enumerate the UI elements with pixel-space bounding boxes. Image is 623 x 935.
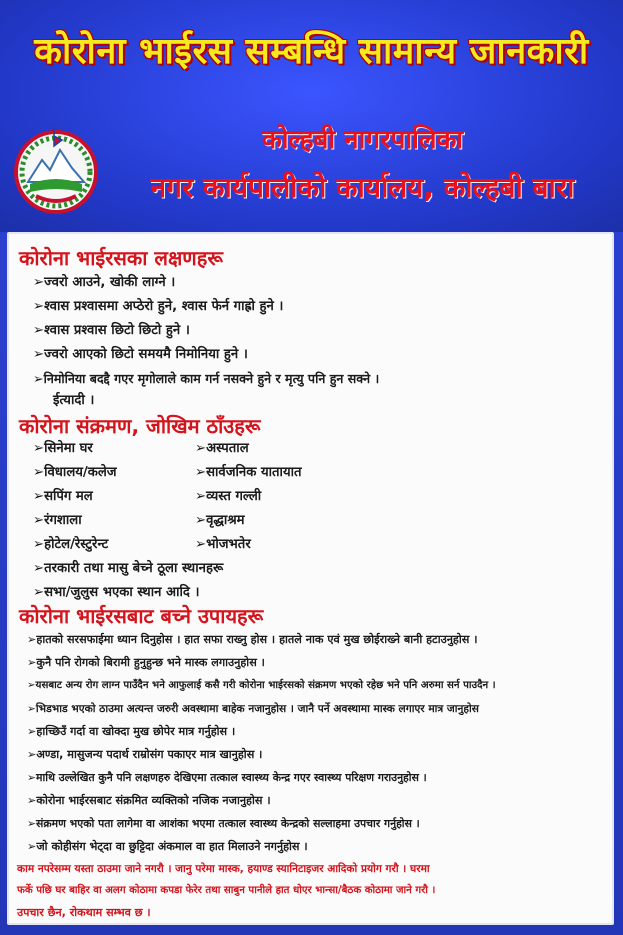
arrow-icon: ➢ bbox=[195, 513, 207, 528]
list-item: ➢सिनेमा घर bbox=[33, 441, 93, 456]
poster-header bbox=[0, 0, 623, 232]
content-panel bbox=[7, 232, 614, 925]
list-item: ➢भोजभतेर bbox=[195, 537, 251, 552]
arrow-icon: ➢ bbox=[33, 347, 45, 362]
warning-line: फर्के पछि घर बाहिर वा अलग कोठामा कपडा फेरेर तथा साबुन पानीले हात धोएर भान्सा/बैठक कोठामा जाने गरौ । bbox=[17, 885, 436, 896]
list-item: ➢तरकारी तथा मासु बेच्ने ठूला स्थानहरू bbox=[33, 561, 224, 576]
arrow-icon: ➢ bbox=[33, 585, 45, 600]
office-name: नगर कार्यपालीको कार्यालय, कोल्हबी बारा bbox=[150, 171, 575, 204]
arrow-icon: ➢ bbox=[33, 465, 45, 480]
list-item: ➢सपिंग मल bbox=[33, 489, 93, 504]
list-item: ➢सार्वजनिक यातायात bbox=[195, 465, 302, 480]
arrow-icon: ➢ bbox=[195, 489, 207, 504]
nepal-emblem-icon bbox=[8, 120, 104, 216]
list-item: ➢होटेल/रेस्टुरेन्ट bbox=[33, 537, 109, 552]
arrow-icon: ➢ bbox=[33, 371, 44, 386]
arrow-icon: ➢ bbox=[33, 561, 45, 576]
arrow-icon: ➢ bbox=[33, 275, 45, 290]
warning-line: उपचार छैन, रोकथाम सम्भव छ । bbox=[17, 906, 151, 919]
list-item: ➢विधालय/कलेज bbox=[33, 465, 117, 480]
arrow-icon: ➢ bbox=[27, 633, 37, 646]
list-item: ➢ज्वरो आएको छिटो समयमै निमोनिया हुने । bbox=[33, 347, 248, 362]
arrow-icon: ➢ bbox=[27, 794, 37, 807]
list-item: ➢रंगशाला bbox=[33, 513, 82, 528]
prevention-heading: कोरोना भाईरसबाट बच्ने उपायहरू bbox=[19, 604, 264, 628]
municipality-name: कोल्हबी नागरपालिका bbox=[261, 125, 464, 155]
list-item: ➢निमोनिया बदद्दै गएर मृगोलाले काम गर्न नसक्ने हुने र मृत्यु पनि हुन सक्ने । bbox=[33, 371, 380, 386]
list-item: ➢व्यस्त गल्ली bbox=[195, 489, 262, 504]
arrow-icon: ➢ bbox=[27, 656, 37, 669]
arrow-icon: ➢ bbox=[33, 441, 45, 456]
arrow-icon: ➢ bbox=[33, 489, 45, 504]
poster-title: कोरोना भाईरस सम्बन्धि सामान्य जानकारी bbox=[34, 31, 589, 72]
warning-line: काम नपरेसम्म यस्ता ठाउमा जाने नगरौ । जानु परेमा मास्क, हयाण्ड स्यानिटाइजर आदिको प्रयोग गरौ । घरमा bbox=[17, 863, 430, 875]
arrow-icon: ➢ bbox=[33, 513, 45, 528]
arrow-icon: ➢ bbox=[27, 748, 37, 761]
list-item-etc: ईत्यादी । bbox=[53, 393, 95, 408]
arrow-icon: ➢ bbox=[27, 817, 37, 830]
list-item: ➢श्वास प्रश्वासमा अप्ठेरो हुने, श्वास फेर्न गाह्रो हुने । bbox=[33, 299, 284, 314]
list-item: ➢श्वास प्रश्वास छिटो छिटो हुने । bbox=[33, 323, 190, 338]
arrow-icon: ➢ bbox=[195, 441, 207, 456]
list-item: ➢वृद्धाश्रम bbox=[195, 513, 245, 528]
list-item: ➢माथि उल्लेखित कुनै पनि लक्षणहरु देखिएमा तत्काल स्वास्थ्य केन्द्र गएर स्वास्थ्य परिक्षण गराउनुहोस । bbox=[27, 771, 427, 784]
list-item: ➢सभा/जुलुस भएका स्थान आदि । bbox=[33, 585, 200, 600]
arrow-icon: ➢ bbox=[27, 840, 37, 853]
list-item: ➢कुनै पनि रोगको बिरामी हुनुहुन्छ भने मास्क लगाउनुहोस । bbox=[27, 656, 265, 669]
arrow-icon: ➢ bbox=[33, 323, 45, 338]
arrow-icon: ➢ bbox=[27, 725, 37, 738]
list-item: ➢हातको सरसफाईमा ध्यान दिनुहोस । हात सफा राख्नु होस । हातले नाक एवं मुख छोईराख्ने बानी हटाउनुहोस । bbox=[27, 633, 478, 646]
list-item: ➢यसबाट अन्य रोग लाग्न पाउँदैन भने आफुलाई कसै गरी कोरोना भाईरसको संक्रमण भएको रहेछ भने पनि अरुमा सर्न पाउदैन । bbox=[27, 680, 496, 691]
risk-places-heading: कोरोना संक्रमण, जोखिम ठाँउहरू bbox=[19, 414, 261, 438]
arrow-icon: ➢ bbox=[27, 680, 36, 691]
arrow-icon: ➢ bbox=[33, 299, 45, 314]
list-item: ➢कोरोना भाईरसबाट संक्रमित व्यक्तिको नजिक नजानुहोस । bbox=[27, 794, 271, 807]
list-item: ➢हाच्छिउँ गर्दा वा खोक्दा मुख छोपेर मात्र गर्नुहोस । bbox=[27, 725, 236, 738]
arrow-icon: ➢ bbox=[195, 537, 207, 552]
arrow-icon: ➢ bbox=[27, 771, 37, 784]
list-item: ➢भिडभाड भएको ठाउमा अत्यन्त जरुरी अवस्थामा बाहेक नजानुहोस । जानै पर्ने अवस्थामा मास्क लगाएर मात्र जानुहोस bbox=[27, 703, 479, 715]
list-item: ➢जो कोहीसंग भेट्दा वा छुट्टिदा अंकमाल वा हात मिलाउने नगर्नुहोस । bbox=[27, 840, 308, 853]
list-item: ➢अण्डा, मासुजन्य पदार्थ राम्रोसंग पकाएर मात्र खानुहोस । bbox=[27, 748, 263, 761]
arrow-icon: ➢ bbox=[33, 537, 45, 552]
arrow-icon: ➢ bbox=[27, 703, 36, 715]
list-item: ➢संक्रमण भएको पता लागेमा वा आशंका भएमा तत्काल स्वास्थ्य केन्द्रको सल्लाहमा उपचार गर्नुहोस । bbox=[27, 817, 420, 830]
list-item: ➢ज्वरो आउने, खोकी लाग्ने । bbox=[33, 275, 176, 290]
arrow-icon: ➢ bbox=[195, 465, 207, 480]
symptoms-heading: कोरोना भाईरसका लक्षणहरू bbox=[19, 246, 223, 270]
list-item: ➢अस्पताल bbox=[195, 441, 249, 456]
